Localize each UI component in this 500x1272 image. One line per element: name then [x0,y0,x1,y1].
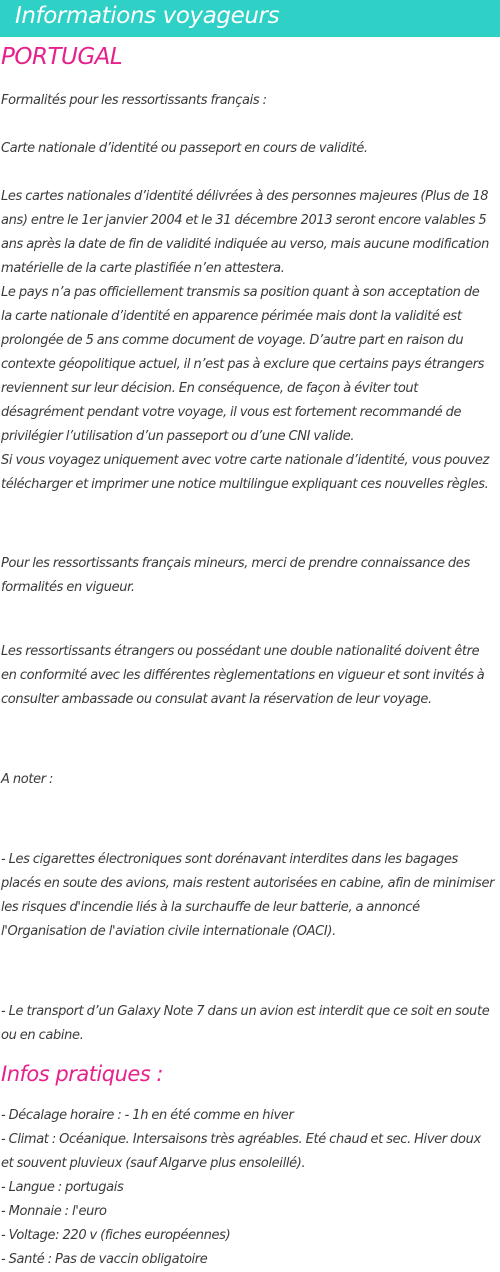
info-climat-cont: et souvent pluvieux (sauf Algarve plus ensoleillé). [1,1156,306,1171]
info-sante: - Santé : Pas de vaccin obligatoire [1,1252,208,1267]
info-voltage: - Voltage: 220 v (fiches européennes) [1,1228,231,1243]
formalites-intro: Formalités pour les ressortissants français : [1,93,267,108]
cni-paragraph: Les cartes nationales d’identité délivrées à des personnes majeures (Plus de 18 ans) entre le 1er janvier 2004 et le 31 décembre 2013 seront encore valables 5 ans après la date de fin de validité indiquée au verso, mais aucune modification matérielle de la carte plastifiée n’en attestera. Le pays n’a pas officiellement transmis sa position quant à son acceptation de la carte nationale d’identité en apparence périmée mais dont la validité est prolongée de 5 ans comme document de voyage. D’autre part en raison du contexte géopolitique actuel, il n’est pas à exclure que certains pays étrangers reviennent sur leur décision. En conséquence, de façon à éviter tout désagrément pendant votre voyage, il vous est fortement recommandé de privilégier l’utilisation d’un passeport ou d’une CNI valide. Si vous voyagez uniquement avec votre carte nationale d’identité, vous pouvez télécharger et imprimer une notice multilingue expliquant ces nouvelles règles. [1,189,490,492]
country-title: PORTUGAL [1,44,123,70]
page-header [0,0,500,37]
galaxy-paragraph: - Le transport d’un Galaxy Note 7 dans un avion est interdit que ce soit en soute ou en cabine. [1,1004,490,1043]
info-langue: - Langue : portugais [1,1180,124,1195]
cigarettes-paragraph: - Les cigarettes électroniques sont dorénavant interdites dans les bagages placés en soute des avions, mais restent autorisées en cabine, afin de minimiser les risques d'incendie liés à la surchauffe de leur batterie, a annoncé l'Organisation de l'aviation civile internationale (OACI). [1,852,495,939]
a-noter-heading: A noter : [1,772,54,787]
info-climat: - Climat : Océanique. Intersaisons très agréables. Eté chaud et sec. Hiver doux [1,1132,481,1147]
etrangers-paragraph: Les ressortissants étrangers ou possédant une double nationalité doivent être en conformité avec les différentes règlementations en vigueur et sont invités à consulter ambassade ou consulat avant la réservation de leur voyage. [1,644,485,707]
header-title: Informations voyageurs [15,3,280,29]
info-monnaie: - Monnaie : l'euro [1,1204,107,1219]
infos-pratiques-title: Infos pratiques : [1,1062,164,1086]
mineurs-paragraph: Pour les ressortissants français mineurs, merci de prendre connaissance des formalités en vigueur. [1,556,470,595]
infos-pratiques-list [1,1104,499,1272]
carte-identite-line: Carte nationale d’identité ou passeport en cours de validité. [1,141,368,156]
info-decalage: - Décalage horaire : - 1h en été comme en hiver [1,1108,294,1123]
